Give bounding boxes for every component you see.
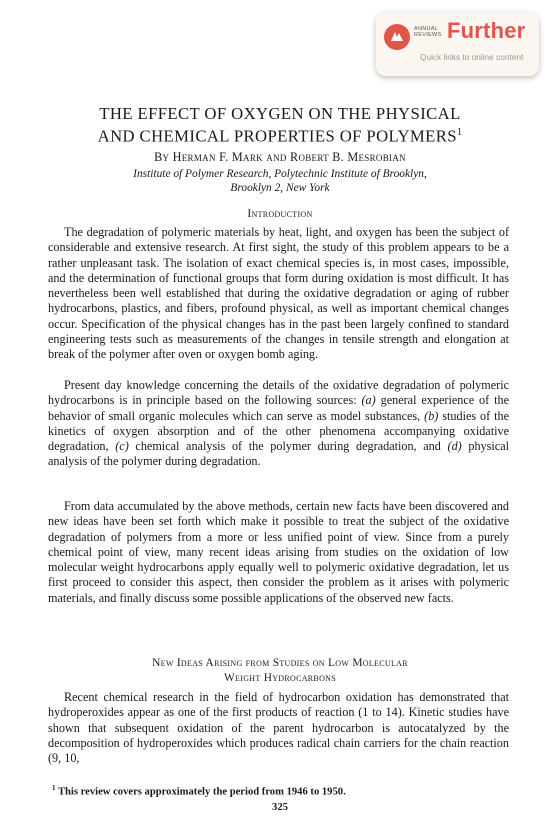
paragraph-4: Recent chemical research in the field of hydrocarbon oxidation has demonstrated that hydroperoxides appear as one of the first products of reaction (1 to 14). Kinetic studies have shown that subsequent oxidation of the parent hydrocarbon is autocatalyzed by the decomposition of hydroperoxides which produces radical chain carriers for the chain reaction (9, 10, (48, 690, 509, 765)
page-number: 325 (272, 802, 288, 813)
paragraph-1: The degradation of polymeric materials by heat, light, and oxygen has been the subject of considerable and extensive research. At first sight, the study of this problem appears to be a rather unpleasant task. The isolation of exact chemical species is, in most cases, impossible, and the determination of functional groups that form during oxidation is most difficult. It has nevertheless been well established that during the oxidative degradation or aging of rubber hydrocarbons, plastics, and fibers, profound physical, as well as important chemical changes occur. Specification of the physical changes has in the past been largely confined to standard engineering tests such as measurements of the changes in tensile strength and elongation at break of the polymer after oven or oxygen bomb aging. (48, 225, 509, 361)
quick-links-label: Quick links to online content (420, 52, 524, 62)
paragraph-3: From data accumulated by the above methods, certain new facts have been discovered and new ideas have been set forth which make it possible to treat the subject of the oxidative degradation of polymers from a more or less unified point of view. Since from a purely chemical point of view, many recent ideas arising from studies on the oxidation of low molecular weight hydrocarbons apply equally well to polymeric oxidative degradation, let us first proceed to consider this aspect, then consider the problem as it arises with polymeric materials, and finally discuss some possible applications of the observed new facts. (48, 499, 509, 605)
heading-introduction: Introduction (247, 208, 313, 220)
further-label: Further (447, 18, 526, 43)
brand-label: ANNUAL REVIEWS (414, 26, 442, 38)
affiliation: Institute of Polymer Research, Polytechnic Institute of Brooklyn, Brooklyn 2, New York (133, 168, 427, 194)
author-line: By Herman F. Mark and Robert B. Mesrobian (154, 150, 406, 164)
title-line-1: THE EFFECT OF OXYGEN ON THE PHYSICAL (99, 104, 461, 123)
heading-new-ideas: New Ideas Arising from Studies on Low Molecular Weight Hydrocarbons (152, 657, 408, 684)
footnote: $^1$ This review covers approximately the period from 1946 to 1950. (52, 784, 346, 798)
annual-reviews-further-badge[interactable] (376, 12, 539, 76)
title-line-2: AND CHEMICAL PROPERTIES OF POLYMERS$^1$ (97, 126, 463, 146)
title-footnote-mark[interactable]: 1 (456, 127, 463, 138)
article-title (40, 104, 520, 146)
annual-reviews-logo-icon (384, 24, 410, 50)
paragraph-2: Present day knowledge concerning the details of the oxidative degradation of polymeric hydrocarbons is in principle based on the following sources: (a) general experience of the behavior of small organic molecules which can serve as model substances, (b) studies of the kinetics of oxygen absorption and of the other phenomena accompanying oxidative degradation, (c) chemical analysis of the polymer during degradation, and (d) physical analysis of the polymer during degradation. (48, 378, 509, 469)
